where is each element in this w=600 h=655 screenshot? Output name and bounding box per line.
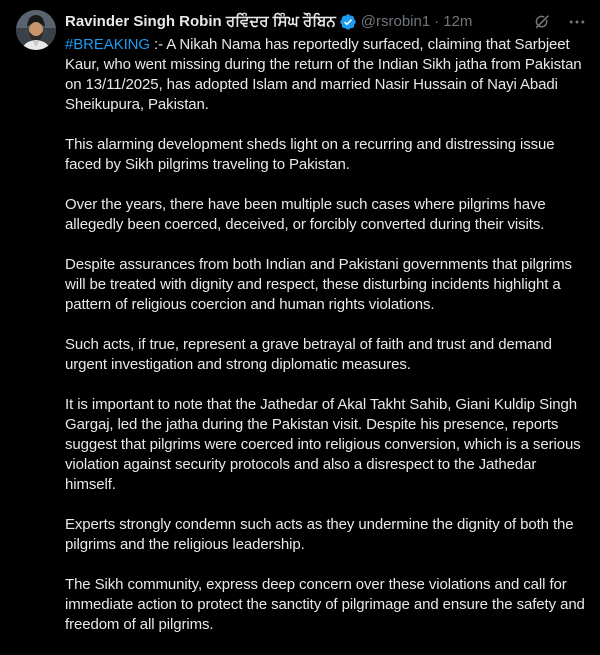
header-separator: · [434,13,440,30]
author-display-name[interactable]: Ravinder Singh Robin ਰਵਿੰਦਰ ਸਿੰਘ ਰੌਬਿਨ [65,13,336,30]
tweet-paragraph-2: This alarming development sheds light on a recurring and distressing issue faced by Sikh pilgrims traveling to Pakistan. [65,136,555,173]
tweet-paragraph-3: Over the years, there have been multiple such cases where pilgrims have allegedly been coerced, deceived, or forcibly converted during their visits. [65,196,546,233]
tweet-header [65,10,587,34]
more-options-icon[interactable] [567,12,587,32]
author-handle[interactable]: @rsrobin1 [360,13,431,30]
tweet-paragraph-8: The Sikh community, express deep concern over these violations and call for immediate action to protect the sanctity of pilgrimage and ensure the safety and freedom of all pilgrims. [65,576,585,633]
hashtag-link[interactable]: #BREAKING [65,36,150,53]
grok-icon[interactable] [532,12,552,32]
avatar-photo [16,10,56,50]
tweet-paragraph-4: Despite assurances from both Indian and Pakistani governments that pilgrims will be treated with dignity and respect, these disturbing incidents highlight a pattern of religious coercion and human rights violations. [65,256,572,313]
header-actions [517,12,587,32]
tweet-paragraph-6: It is important to note that the Jathedar of Akal Takht Sahib, Giani Kuldip Singh Gargaj, led the jatha during the Pakistan visit. Despite his presence, reports suggest that pilgrims were coerced into religious conversion, which is a serious violation against security protocols and also a disrespect to the Jathedar himself. [65,396,581,493]
tweet-timestamp[interactable]: 12m [443,13,473,30]
tweet-paragraph-1 [65,35,587,115]
tweet-paragraph-7: Experts strongly condemn such acts as they undermine the dignity of both the pilgrims and the religious leadership. [65,516,574,553]
author-avatar[interactable] [16,10,56,50]
tweet-paragraph-5: Such acts, if true, represent a grave betrayal of faith and trust and demand urgent investigation and strong diplomatic measures. [65,336,552,373]
tweet-content [65,10,587,655]
paragraph-text: :- A Nikah Nama has reportedly surfaced, claiming that Sarbjeet Kaur, who went missing during the return of the Indian Sikh jatha from Pakistan on 13/11/2025, has adopted Islam and married Nasir Hussain of Nayi Abadi Sheikupura, Pakistan. [65,36,582,113]
verified-badge-icon[interactable] [339,13,357,31]
tweet-text [65,35,587,635]
